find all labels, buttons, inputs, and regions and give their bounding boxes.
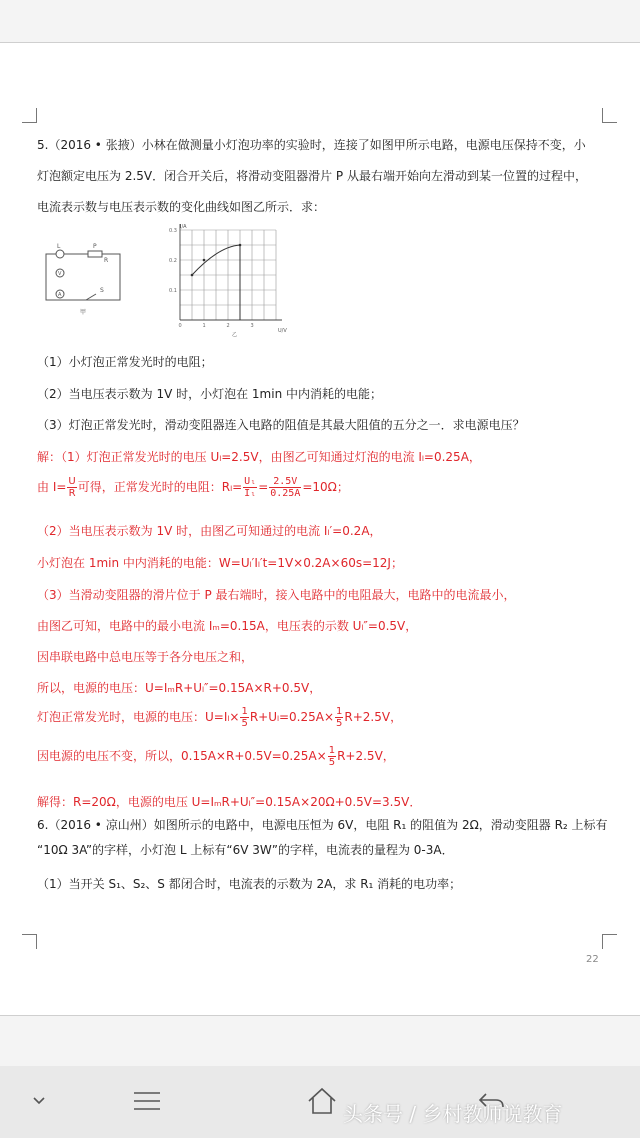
y-axis-label: I/A xyxy=(180,224,187,230)
figure-caption-jia: 甲 xyxy=(80,309,87,316)
data-point xyxy=(203,259,206,262)
watermark-text: 头条号 / 乡村教师说教育 xyxy=(343,1102,563,1126)
fraction-u-over-r xyxy=(67,476,76,499)
solution-line2 xyxy=(37,476,349,499)
label-V: V xyxy=(58,271,62,277)
x-tick-label: 0 xyxy=(178,323,182,329)
figure-circuit-jia xyxy=(38,240,128,320)
data-point xyxy=(191,274,194,277)
fraction-denominator: 5 xyxy=(241,718,248,729)
solution-line6: 由图乙可知，电路中的最小电流 Iₘ=0.15A，电压表的示数 Uₗ″=0.5V， xyxy=(37,619,418,633)
lamp-symbol xyxy=(56,250,64,258)
solution-line9 xyxy=(37,706,402,729)
fraction-denominator: 0.25A xyxy=(270,488,301,499)
fraction-one-fifth xyxy=(335,706,343,729)
rheostat-symbol xyxy=(88,251,102,257)
y-tick-label: 0.3 xyxy=(169,228,177,234)
y-tick-label: 0.2 xyxy=(169,258,177,264)
solution-line9-part-b: R+Uₗ=0.25A× xyxy=(249,710,335,724)
fraction-one-fifth xyxy=(328,745,336,768)
problem6-line2: “10Ω 3A”的字样，小灯泡 L 上标有“6V 3W”的字样，电流表的量程为 0-3A． xyxy=(37,843,454,857)
x-tick-label: 3 xyxy=(250,323,254,329)
problem5-line1: 5.（2016 • 张掖）小林在做测量小灯泡功率的实验时，连接了如图甲所示电路，电源电压保持不变，小 xyxy=(37,138,586,152)
problem6-line3: （1）当开关 S₁、S₂、S 都闭合时，电流表的示数为 2A，求 R₁ 消耗的电功率； xyxy=(37,877,462,891)
solution-line8: 所以，电源的电压：U=IₘR+Uₗ″=0.15A×R+0.5V， xyxy=(37,681,322,695)
label-R: R xyxy=(104,257,109,264)
solution-line2-part-c: =10Ω； xyxy=(302,480,349,494)
fraction-values xyxy=(269,476,301,499)
switch-symbol xyxy=(86,294,96,300)
solution-line2-equals: = xyxy=(258,480,269,494)
fraction-denominator: 5 xyxy=(328,757,336,768)
fraction-denominator: 5 xyxy=(336,718,343,729)
solution-line10 xyxy=(37,745,395,768)
fraction-numerator: 2.5V xyxy=(269,476,301,488)
fraction-denominator: Iₗ xyxy=(244,488,257,499)
question-3: （3）灯泡正常发光时，滑动变阻器连入电路的阻值是其最大阻值的五分之一．求电源电压？ xyxy=(37,418,525,432)
solution-line9-part-c: R+2.5V， xyxy=(344,710,403,724)
solution-line7: 因串联电路中总电压等于各分电压之和， xyxy=(37,650,254,664)
y-tick-label: 0.1 xyxy=(169,288,177,294)
solution-line5: （3）当滑动变阻器的滑片位于 P 最右端时，接入电路中的电阻最大，电路中的电流最小， xyxy=(37,588,516,602)
question-1: （1）小灯泡正常发光时的电阻； xyxy=(37,355,213,369)
top-toolbar-area xyxy=(0,0,640,42)
chevron-down-icon[interactable] xyxy=(30,1094,48,1108)
fraction-numerator: 1 xyxy=(336,706,343,717)
problem5-line3: 电流表示数与电压表示数的变化曲线如图乙所示．求： xyxy=(37,200,326,214)
home-icon[interactable] xyxy=(306,1086,338,1116)
fraction-numerator: 1 xyxy=(241,706,248,717)
problem5-line2: 灯泡额定电压为 2.5V．闭合开关后，将滑动变阻器滑片 P 从最右端开始向左滑动到某一位置的过程中， xyxy=(37,169,587,183)
solution-line3: （2）当电压表示数为 1V 时，由图乙可知通过的电流 Iₗ′=0.2A， xyxy=(37,524,382,538)
problem6-line1: 6.（2016 • 凉山州）如图所示的电路中，电源电压恒为 6V，电阻 R₁ 的阻值为 2Ω，滑动变阻器 R₂ 上标有 xyxy=(37,818,608,832)
x-tick-label: 1 xyxy=(202,323,206,329)
solution-line10-part-b: R+2.5V， xyxy=(337,749,395,763)
solution-line4: 小灯泡在 1min 中内消耗的电能：W=Uₗ′Iₗ′t=1V×0.2A×60s=12J； xyxy=(37,556,403,570)
fraction-denominator: R xyxy=(68,488,76,499)
label-S: S xyxy=(100,287,104,294)
fraction-ul-over-il xyxy=(243,476,257,499)
label-P: P xyxy=(93,243,97,250)
fraction-numerator: Uₗ xyxy=(244,476,257,487)
solution-line2-part-b: 可得，正常发光时的电阻：Rₗ= xyxy=(77,480,243,494)
figure-graph-yi xyxy=(166,220,296,338)
label-L: L xyxy=(57,243,61,250)
x-tick-label: 2 xyxy=(226,323,230,329)
crop-mark-top-right xyxy=(602,108,617,123)
label-A: A xyxy=(58,292,62,298)
page-number: 22 xyxy=(586,954,599,965)
crop-mark-top-left xyxy=(22,108,37,123)
solution-line10-part-a: 因电源的电压不变，所以，0.15A×R+0.5V=0.25A× xyxy=(37,749,327,763)
solution-line1: 解：（1）灯泡正常发光时的电压 Uₗ=2.5V，由图乙可知通过灯泡的电流 Iₗ=0.25A， xyxy=(37,450,481,464)
x-axis-label: U/V xyxy=(278,328,287,334)
crop-mark-bottom-left xyxy=(22,934,37,949)
solution-line11: 解得：R=20Ω，电源的电压 U=IₘR+Uₗ″=0.15A×20Ω+0.5V=3.5V． xyxy=(37,795,422,809)
crop-mark-bottom-right xyxy=(602,934,617,949)
solution-line9-part-a: 灯泡正常发光时，电源的电压：U=Iₗ× xyxy=(37,710,240,724)
figure-caption-yi: 乙 xyxy=(232,332,238,338)
page-gap-area xyxy=(0,1016,640,1066)
question-2: （2）当电压表示数为 1V 时，小灯泡在 1min 中内消耗的电能； xyxy=(37,387,383,401)
fraction-numerator: U xyxy=(68,476,76,487)
fraction-one-fifth xyxy=(240,706,248,729)
fraction-numerator: 1 xyxy=(328,745,336,756)
solution-line2-part-a: 由 I= xyxy=(37,480,67,494)
menu-icon[interactable] xyxy=(132,1090,162,1112)
